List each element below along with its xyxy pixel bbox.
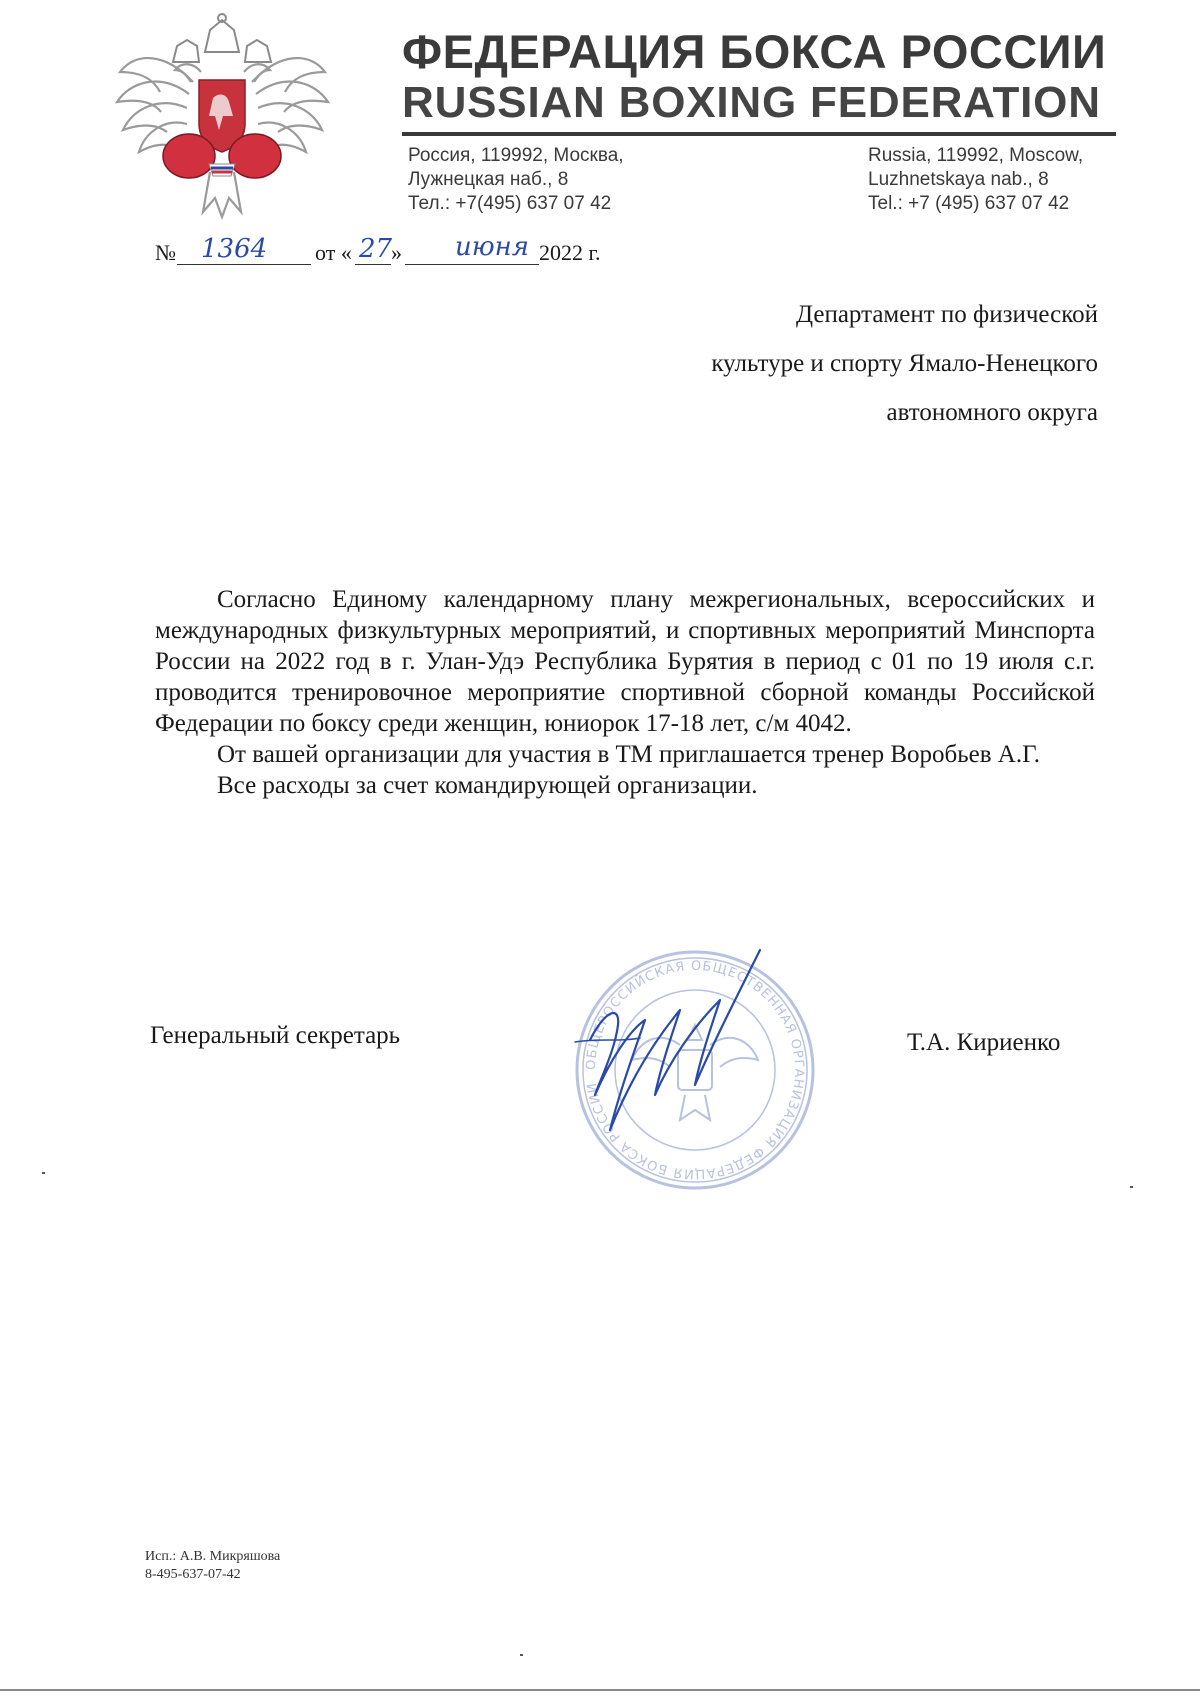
address-en xyxy=(868,144,1083,216)
scan-speck xyxy=(42,1172,45,1174)
letter-body xyxy=(155,584,1095,801)
date-label: от « xyxy=(315,240,352,265)
registration-number: 1364 xyxy=(201,234,268,264)
body-paragraph: Согласно Единому календарному плану межрегиональных, всероссийских и международных физкультурных мероприятий, и спортивных мероприятий Минспорта России на 2022 год в г. Улан-Удэ Республика Бурятия в период с 01 по 19 июля с.г. проводится тренировочное мероприятие спортивной сборной команды Российской Федерации по боксу среди женщин, юниорок 17-18 лет, с/м 4042. xyxy=(155,586,1095,737)
body-paragraph: От вашей организации для участия в ТМ приглашается тренер Воробьев А.Г. xyxy=(217,741,1040,768)
number-underline xyxy=(177,264,311,265)
org-name-ru: ФЕДЕРАЦИЯ БОКСА РОССИИ xyxy=(402,25,1107,78)
recipient-line: Департамент по физической xyxy=(795,301,1098,328)
address-line: Тел.: +7(495) 637 07 42 xyxy=(408,193,612,214)
number-label: № xyxy=(155,240,176,265)
address-line: Russia, 119992, Moscow, xyxy=(868,145,1084,166)
org-name-en: RUSSIAN BOXING FEDERATION xyxy=(402,78,1101,127)
page-edge xyxy=(0,1689,1200,1691)
header-rule xyxy=(402,132,1116,136)
address-ru xyxy=(408,144,624,216)
handwritten-signature xyxy=(560,930,800,1160)
recipient-line: автономного округа xyxy=(886,399,1098,426)
body-paragraph: Все расходы за счет командирующей организации. xyxy=(217,772,758,799)
registration-month: июня xyxy=(455,232,529,262)
address-line: Россия, 119992, Москва, xyxy=(408,145,624,166)
scan-speck xyxy=(520,1654,523,1656)
recipient-line: культуре и спорту Ямало-Ненецкого xyxy=(711,350,1098,377)
federation-emblem-icon xyxy=(115,12,330,222)
recipient-block xyxy=(711,290,1098,437)
signatory-name: Т.А. Кириенко xyxy=(907,1029,1061,1056)
address-line: Лужнецкая наб., 8 xyxy=(408,169,569,190)
registration-year: 2022 г. xyxy=(539,240,601,265)
day-close: » xyxy=(391,240,402,265)
scan-speck xyxy=(1130,1186,1133,1188)
month-underline xyxy=(405,264,539,265)
stamp-text: ОБЩЕРОССИЙСКАЯ ОБЩЕСТВЕННАЯ ОРГАНИЗАЦИЯ ФЕДЕРАЦИЯ БОКСА РОССИИ xyxy=(583,958,807,1182)
signatory-position: Генеральный секретарь xyxy=(150,1022,401,1049)
executor-name: Исп.: А.В. Микряшова xyxy=(145,1549,281,1564)
address-line: Luzhnetskaya nab., 8 xyxy=(868,169,1049,190)
executor-phone: 8-495-637-07-42 xyxy=(145,1567,241,1582)
address-line: Tel.: +7 (495) 637 07 42 xyxy=(868,193,1070,214)
day-underline xyxy=(355,264,391,265)
registration-line xyxy=(155,232,655,266)
registration-day: 27 xyxy=(359,234,393,264)
executor-block xyxy=(145,1548,280,1584)
